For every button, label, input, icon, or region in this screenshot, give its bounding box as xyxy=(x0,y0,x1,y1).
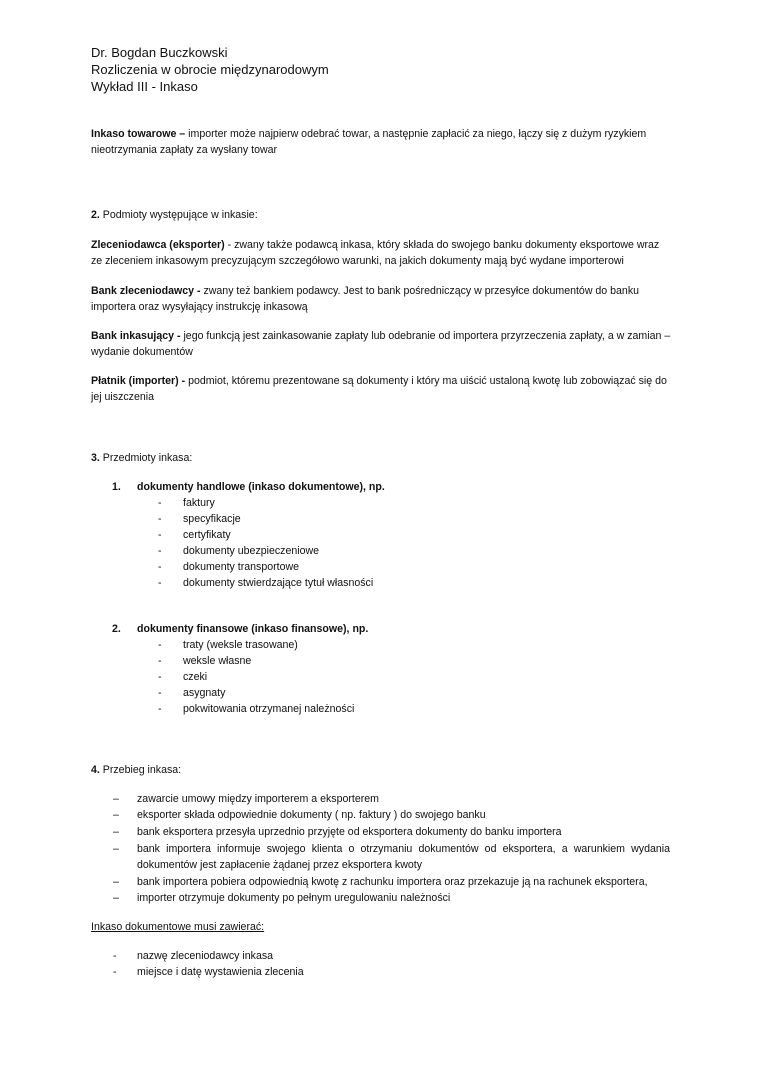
list-bullet: - xyxy=(158,497,162,509)
course-title: Rozliczenia w obrocie międzynarodowym xyxy=(91,62,329,77)
list-bullet: - xyxy=(158,703,162,715)
list-bullet: - xyxy=(158,687,162,699)
list-item: dokumenty ubezpieczeniowe xyxy=(183,545,320,557)
step-item: bank eksportera przesyła uprzednio przyjęte od eksportera dokumenty do banku importera xyxy=(137,826,562,838)
entry-text: zwany też bankiem podawcy. Jest to bank pośredniczący w przesyłce dokumentów do banku importera oraz wysyłający instrukcję inkasową xyxy=(91,285,640,313)
inkaso-towarowe-term: Inkaso towarowe – xyxy=(91,128,186,140)
list-item: weksle własne xyxy=(183,655,252,667)
entry-text: - zwany także podawcą inkasa, który składa do swojego banku dokumenty eksportowe wraz ze zleceniem inkasowym precyzującym szczegółowo warunki, na jakich dokumenty mają być wydane importerowi xyxy=(91,239,660,267)
step-item: zawarcie umowy między importerem a eksporterem xyxy=(137,793,379,805)
entry-text: jego funkcją jest zainkasowanie zapłaty lub odebranie od importera przyrzeczenia zapłaty, a w zamian – wydanie dokumentów xyxy=(91,330,671,358)
section-3-number: 3. xyxy=(91,452,100,464)
step-item: bank importera informuje swojego klienta o otrzymaniu dokumentów od eksportera, a warunkiem wydania dokumentów jest zapłacenie żądanej przez eksportera kwoty xyxy=(137,843,670,871)
entry-platnik xyxy=(91,373,671,405)
list-item: nazwę zleceniodawcy inkasa xyxy=(137,950,274,962)
list-bullet: - xyxy=(158,529,162,541)
list-item: pokwitowania otrzymanej należności xyxy=(183,703,355,715)
section-4-number: 4. xyxy=(91,764,100,776)
group-2-number: 2. xyxy=(112,623,121,635)
list-item: faktury xyxy=(183,497,215,509)
list-bullet: - xyxy=(158,561,162,573)
group-2-title: dokumenty finansowe (inkaso finansowe), np. xyxy=(137,623,369,635)
list-item: czeki xyxy=(183,671,208,683)
section-2-heading xyxy=(91,207,258,223)
entry-term: Zleceniodawca (eksporter) xyxy=(91,239,225,251)
entry-term: Płatnik (importer) - xyxy=(91,375,186,387)
step-bullet: – xyxy=(113,793,119,805)
must-contain-heading: Inkaso dokumentowe musi zawierać: xyxy=(91,921,265,933)
list-item: dokumenty transportowe xyxy=(183,561,300,573)
list-bullet: - xyxy=(158,655,162,667)
group-1-title: dokumenty handlowe (inkaso dokumentowe), np. xyxy=(137,481,385,493)
entry-bank-inkasujacy xyxy=(91,328,671,360)
list-bullet: - xyxy=(158,545,162,557)
list-item: miejsce i datę wystawienia zlecenia xyxy=(137,966,304,978)
entry-zleceniodawca xyxy=(91,237,671,269)
section-3-title: Przedmioty inkasa: xyxy=(99,452,193,464)
step-item: bank importera pobiera odpowiednią kwotę z rachunku importera oraz przekazuje ją na rachunek eksportera, xyxy=(137,876,648,888)
author-name: Dr. Bogdan Buczkowski xyxy=(91,45,228,60)
lecture-title: Wykład III - Inkaso xyxy=(91,79,198,94)
step-bullet: – xyxy=(113,843,119,855)
list-item: certyfikaty xyxy=(183,529,231,541)
group-1-number: 1. xyxy=(112,481,121,493)
list-bullet: - xyxy=(113,950,117,962)
list-bullet: - xyxy=(158,577,162,589)
step-bullet: – xyxy=(113,826,119,838)
list-item: specyfikacje xyxy=(183,513,241,525)
section-4-heading xyxy=(91,762,181,778)
entry-term: Bank inkasujący - xyxy=(91,330,181,342)
step-item: eksporter składa odpowiednie dokumenty ( np. faktury ) do swojego banku xyxy=(137,809,486,821)
entry-bank-zleceniodawcy xyxy=(91,283,671,315)
list-bullet: - xyxy=(158,639,162,651)
list-bullet: - xyxy=(158,513,162,525)
list-bullet: - xyxy=(158,671,162,683)
inkaso-towarowe-paragraph xyxy=(91,126,671,158)
section-2-title: Podmioty występujące w inkasie: xyxy=(99,209,258,221)
list-bullet: - xyxy=(113,966,117,978)
step-bullet: – xyxy=(113,876,119,888)
inkaso-towarowe-definition: importer może najpierw odebrać towar, a następnie zapłacić za niego, łączy się z dużym ryzykiem nieotrzymania zapłaty za wysłany towar xyxy=(91,128,647,156)
step-bullet: – xyxy=(113,892,119,904)
section-4-title: Przebieg inkasa: xyxy=(99,764,182,776)
step-bullet: – xyxy=(113,809,119,821)
list-item: asygnaty xyxy=(183,687,226,699)
entry-term: Bank zleceniodawcy - xyxy=(91,285,201,297)
list-item: dokumenty stwierdzające tytuł własności xyxy=(183,577,374,589)
entry-text: podmiot, któremu prezentowane są dokumenty i który ma uiścić ustaloną kwotę lub zobowiązać się do jej uiszczenia xyxy=(91,375,667,403)
list-item: traty (weksle trasowane) xyxy=(183,639,298,651)
section-2-number: 2. xyxy=(91,209,100,221)
step-item: importer otrzymuje dokumenty po pełnym uregulowaniu należności xyxy=(137,892,451,904)
section-3-heading xyxy=(91,450,192,466)
